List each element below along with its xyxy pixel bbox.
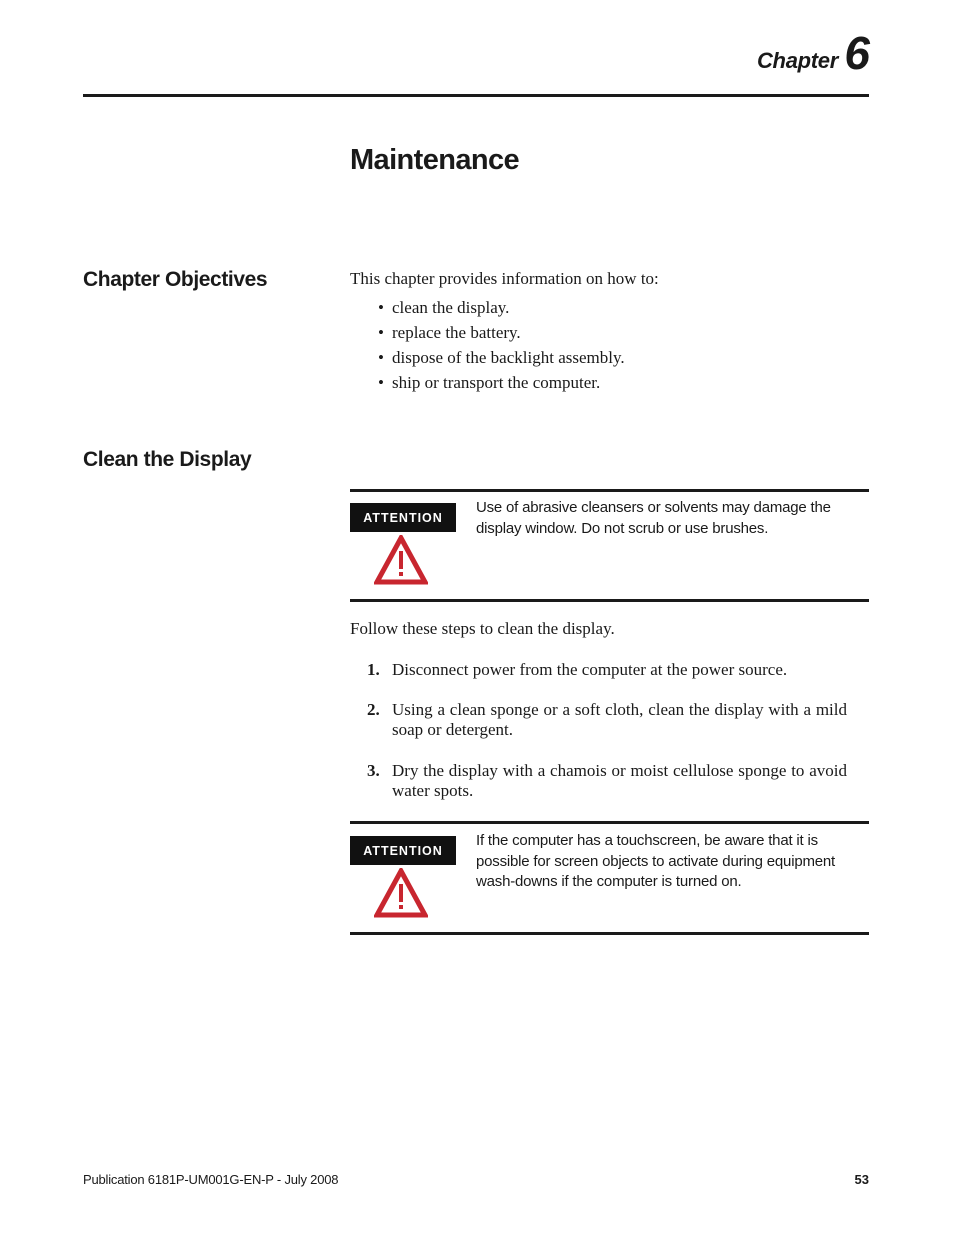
- footer-publication: Publication 6181P-UM001G-EN-P - July 2008: [83, 1172, 339, 1187]
- list-item: • replace the battery.: [378, 323, 521, 342]
- chapter-number: 6: [844, 27, 870, 79]
- list-item: 3. Dry the display with a chamois or moist cellulose sponge to avoid water spots.: [367, 761, 847, 800]
- attention-badge: ATTENTION: [350, 836, 456, 865]
- bullet-icon: •: [378, 323, 384, 342]
- attention-text: Use of abrasive cleansers or solvents may damage the display window. Do not scrub or use brushes.: [476, 499, 831, 537]
- warning-triangle-icon: [374, 535, 428, 585]
- list-item: • dispose of the backlight assembly.: [378, 348, 625, 367]
- section-heading-objectives: Chapter Objectives: [83, 268, 268, 291]
- attention-top-rule: [350, 821, 869, 824]
- section-heading-clean-display: Clean the Display: [83, 448, 252, 471]
- attention-top-rule: [350, 489, 869, 492]
- steps-intro: Follow these steps to clean the display.: [350, 619, 615, 638]
- footer-page-number: 53: [854, 1172, 869, 1187]
- list-item: • clean the display.: [378, 298, 510, 317]
- objectives-intro: This chapter provides information on how to:: [350, 269, 659, 288]
- attention-bottom-rule: [350, 599, 869, 602]
- chapter-label: Chapter: [756, 48, 838, 73]
- list-item: 1. Disconnect power from the computer at the power source.: [367, 660, 788, 679]
- bullet-icon: •: [378, 298, 384, 317]
- bullet-icon: •: [378, 348, 384, 367]
- attention-badge: ATTENTION: [350, 503, 456, 532]
- bullet-icon: •: [378, 373, 384, 392]
- objectives-list: [378, 297, 625, 397]
- list-item: 2. Using a clean sponge or a soft cloth, clean the display with a mild soap or detergent.: [367, 700, 847, 739]
- page-title: Maintenance: [350, 144, 520, 176]
- header-rule: [83, 94, 869, 97]
- attention-text: If the computer has a touchscreen, be aware that it is possible for screen objects to activate during equipment wash-downs if the computer is turned on.: [476, 832, 836, 890]
- attention-bottom-rule: [350, 932, 869, 935]
- list-item: • ship or transport the computer.: [378, 373, 601, 392]
- warning-triangle-icon: [374, 868, 428, 918]
